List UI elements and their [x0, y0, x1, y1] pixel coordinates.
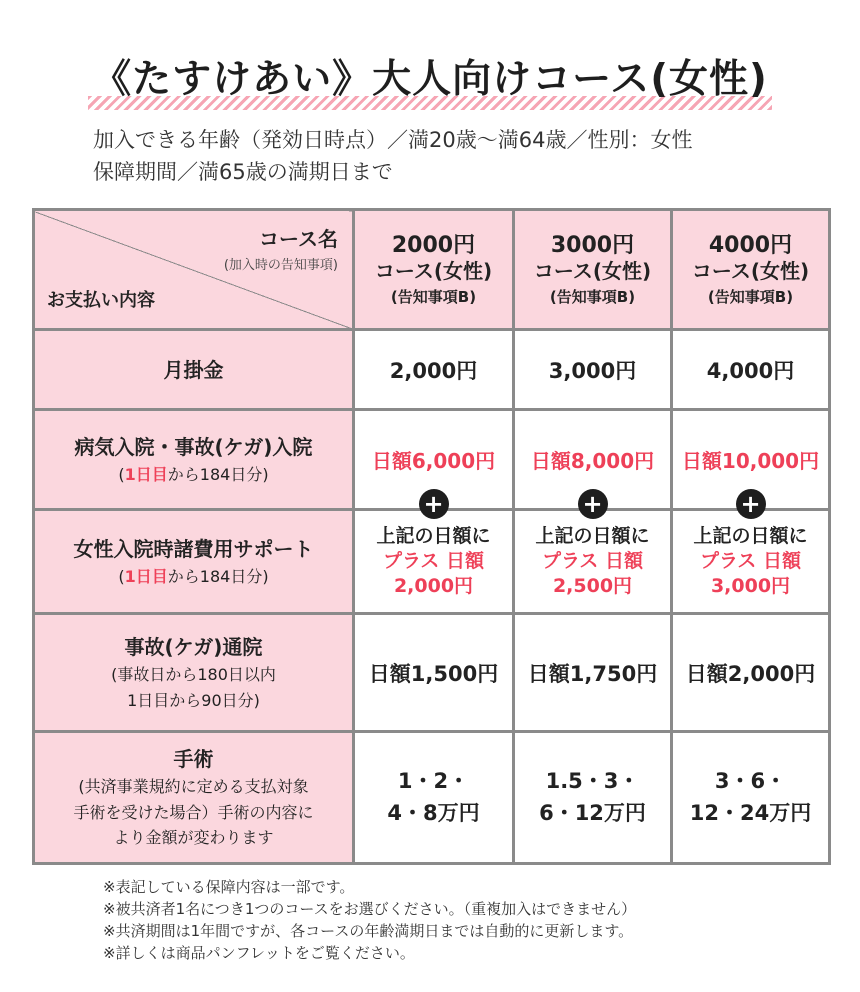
- course-header-2000: [354, 210, 514, 330]
- hospital-sub: [35, 462, 352, 488]
- course-note: (告知事項B): [390, 288, 477, 307]
- surgery-sub3: より金額が変わります: [113, 828, 274, 848]
- plus-icon: +: [578, 489, 608, 519]
- support-sub: [35, 564, 352, 590]
- sub-highlight: 1日目: [124, 464, 168, 484]
- row-label-support: [34, 510, 354, 614]
- corner-course-label: [224, 223, 338, 273]
- sub-rest: から184日分): [167, 566, 269, 586]
- outpatient-value: 日額1,750円: [514, 614, 672, 732]
- title-wrap: [0, 48, 860, 110]
- outpatient-sub2: 1日目から90日分): [127, 690, 260, 710]
- surgery-value-line1: 1・2・: [397, 769, 470, 793]
- surgery-sub2: 手術を受けた場合）手術の内容に: [73, 802, 314, 822]
- monthly-value: 2,000円: [354, 330, 514, 410]
- plus-icon: +: [736, 489, 766, 519]
- hospital-value: 日額8,000円: [514, 410, 672, 510]
- outpatient-label: 事故(ケガ)通院: [124, 634, 263, 659]
- surgery-value-line1: 3・6・: [714, 769, 787, 793]
- outpatient-value: 日額2,000円: [672, 614, 830, 732]
- course-note: (告知事項B): [707, 288, 794, 307]
- row-label-outpatient: [34, 614, 354, 732]
- row-support: [34, 510, 830, 614]
- surgery-value: [514, 732, 672, 864]
- sub-open: (: [118, 566, 125, 586]
- surgery-value-line2: 12・24万円: [689, 800, 812, 825]
- hospital-value: 日額10,000円: [672, 410, 830, 510]
- surgery-value-line1: 1.5・3・: [545, 769, 640, 793]
- support-cell: [354, 490, 514, 614]
- note-item: ※共済期間は1年間ですが、各コースの年齢満期日までは自動的に更新します。: [103, 922, 634, 940]
- hospital-label: 病気入院・事故(ケガ)入院: [74, 434, 313, 459]
- corner-course-title: コース名: [259, 227, 338, 251]
- course-note: (告知事項B): [549, 288, 636, 307]
- support-cell: [514, 490, 672, 614]
- page-title: 《たすけあい》大人向けコース(女性): [88, 48, 772, 110]
- support-line1: 上記の日額に: [376, 525, 491, 548]
- support-line1: 上記の日額に: [535, 525, 650, 548]
- surgery-label: 手術: [173, 747, 214, 772]
- support-line2: プラス 日額: [699, 550, 802, 573]
- sub-highlight: 1日目: [124, 566, 168, 586]
- eligibility-line: 加入できる年齢（発効日時点）／満20歳～満64歳／性別：女性: [93, 128, 693, 152]
- row-label-monthly: 月掛金: [34, 330, 354, 410]
- surgery-sub1: (共済事業規約に定める支払対象: [78, 777, 309, 797]
- support-label: 女性入院時諸費用サポート: [73, 536, 314, 561]
- support-cell: [672, 490, 830, 614]
- row-label-hospital: [34, 410, 354, 510]
- support-amount: 2,000円: [393, 574, 474, 597]
- sub-open: (: [118, 464, 125, 484]
- plus-icon: +: [419, 489, 449, 519]
- sub-rest: から184日分): [167, 464, 269, 484]
- coverage-period-line: 保障期間／満65歳の満期日まで: [93, 160, 393, 184]
- support-line2: プラス 日額: [382, 550, 485, 573]
- support-amount: 2,500円: [552, 574, 633, 597]
- corner-course-sub: (加入時の告知事項): [223, 258, 338, 273]
- notes: [103, 876, 636, 964]
- surgery-value-line2: 4・8万円: [387, 800, 480, 825]
- row-surgery: [34, 732, 830, 864]
- header-corner: [34, 210, 354, 330]
- row-outpatient: [34, 614, 830, 732]
- header-row: [34, 210, 830, 330]
- monthly-value: 4,000円: [672, 330, 830, 410]
- outpatient-value: 日額1,500円: [354, 614, 514, 732]
- course-header-3000: [514, 210, 672, 330]
- note-item: ※被共済者1名につき1つのコースをお選びください。（重複加入はできません）: [103, 900, 637, 918]
- note-item: ※表記している保障内容は一部です。: [103, 878, 355, 896]
- course-price: 2000円: [391, 232, 476, 258]
- surgery-value: [354, 732, 514, 864]
- course-name: コース(女性): [374, 259, 493, 284]
- monthly-value: 3,000円: [514, 330, 672, 410]
- course-price: 4000円: [708, 232, 793, 258]
- course-header-4000: [672, 210, 830, 330]
- support-line1: 上記の日額に: [693, 525, 808, 548]
- row-monthly: [34, 330, 830, 410]
- surgery-value-line2: 6・12万円: [539, 800, 646, 825]
- course-name: コース(女性): [691, 259, 810, 284]
- course-price: 3000円: [550, 232, 635, 258]
- outpatient-sub1: (事故日から180日以内: [111, 664, 276, 684]
- note-item: ※詳しくは商品パンフレットをご覧ください。: [103, 944, 415, 962]
- support-line2: プラス 日額: [541, 550, 644, 573]
- course-name: コース(女性): [533, 259, 652, 284]
- row-label-surgery: [34, 732, 354, 864]
- surgery-value: [672, 732, 830, 864]
- hospital-value: 日額6,000円: [354, 410, 514, 510]
- eligibility-info: [93, 124, 692, 188]
- coverage-table: [32, 208, 831, 865]
- corner-payment-label: お支払い内容: [47, 290, 155, 311]
- support-amount: 3,000円: [710, 574, 791, 597]
